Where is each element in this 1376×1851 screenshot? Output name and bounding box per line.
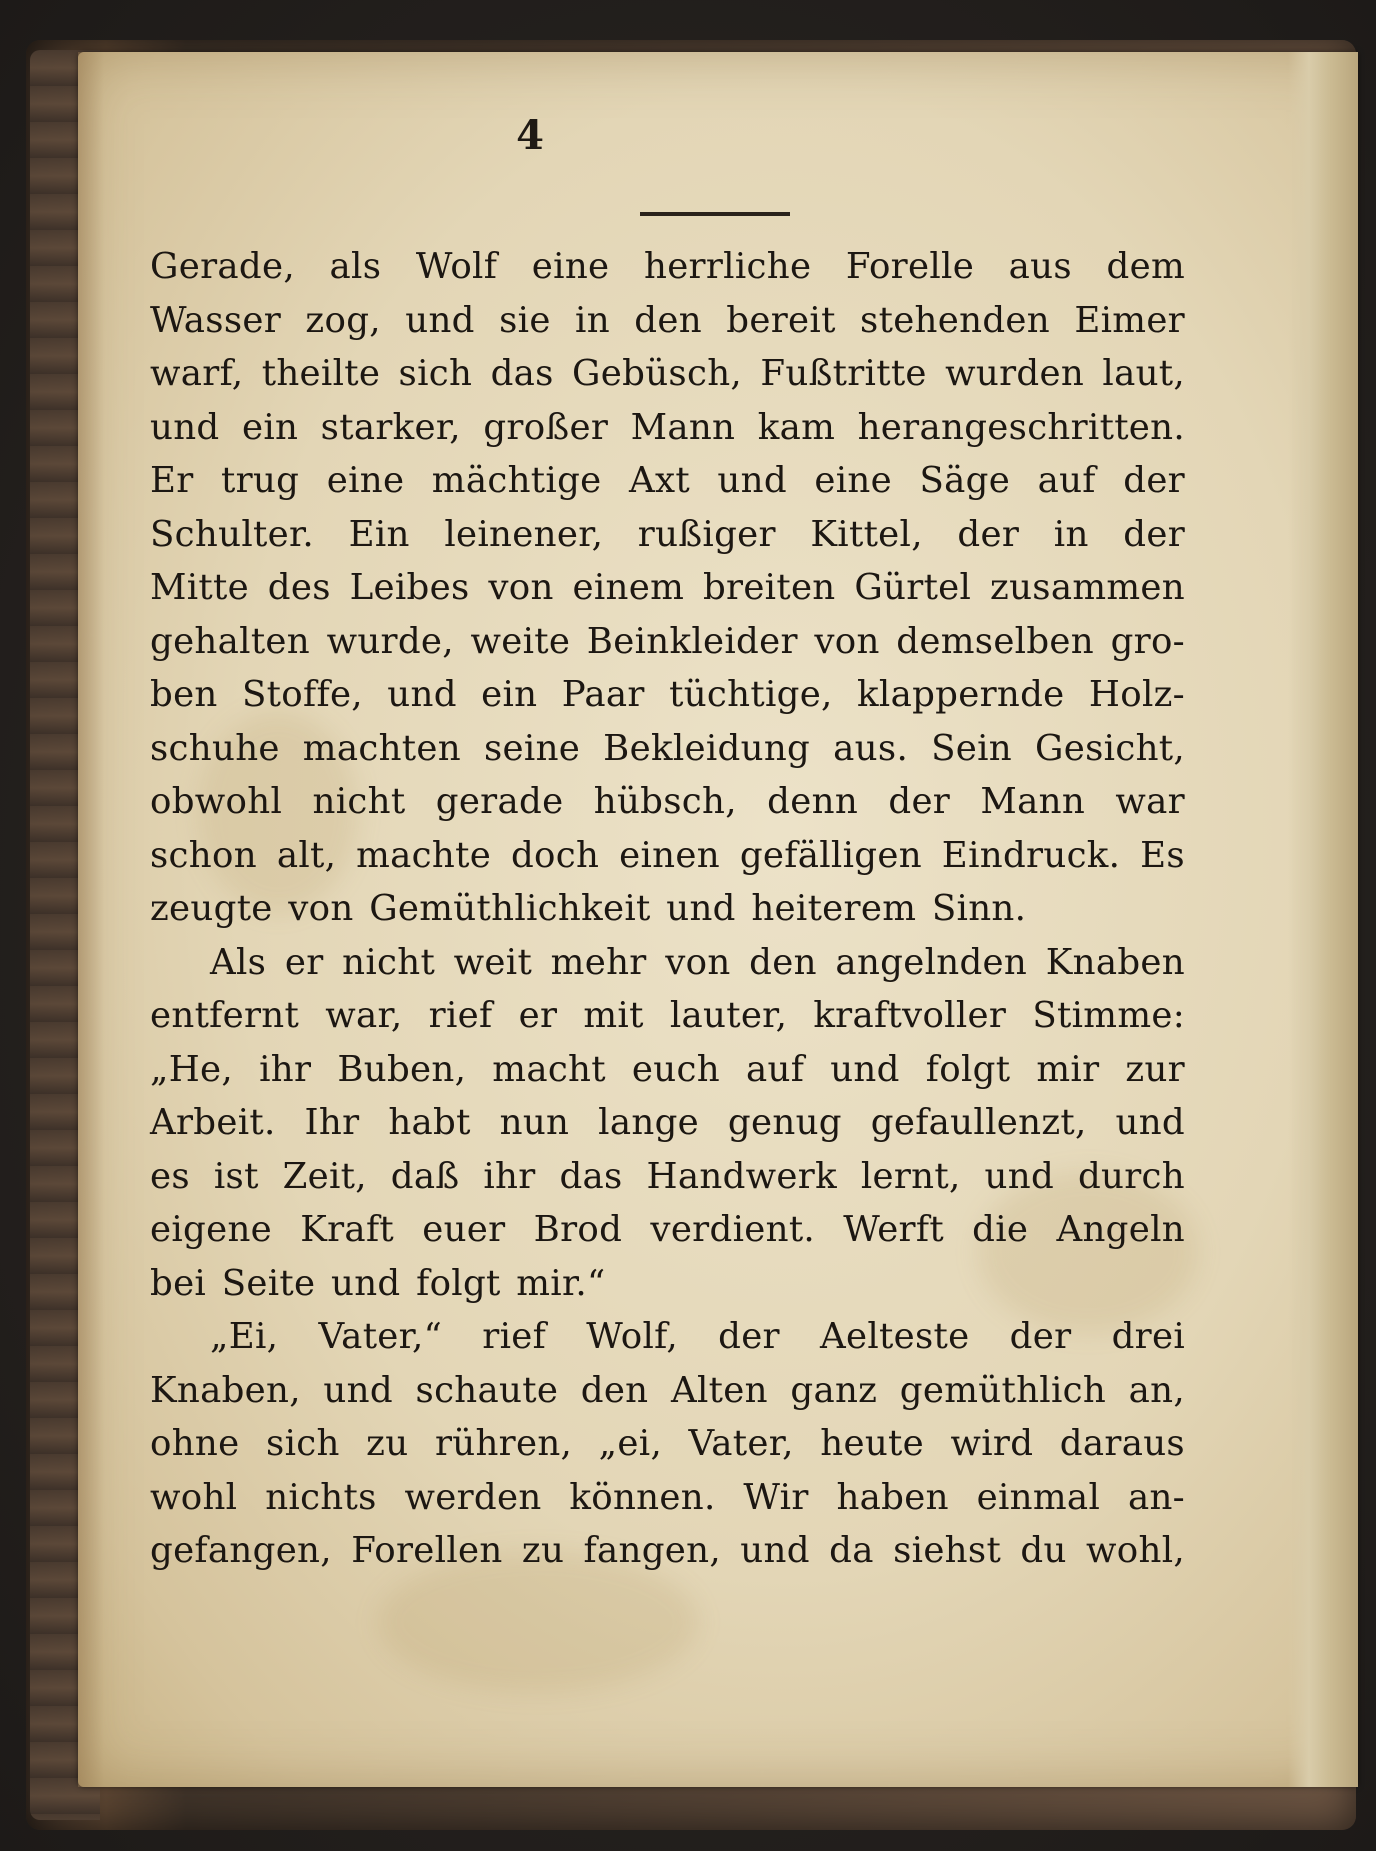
text-line: Knaben, und schaute den Alten ganz gemüthlich an, (150, 1369, 1185, 1411)
text-line: bei Seite und folgt mir.“ (150, 1262, 606, 1304)
text-line: Schulter. Ein leinener, rußiger Kittel, der in der (150, 513, 1185, 555)
text-line: „He, ihr Buben, macht euch auf und folgt mir zur (150, 1048, 1185, 1090)
text-line: ohne sich zu rühren, „ei, Vater, heute wird daraus (150, 1423, 1185, 1464)
text-line: obwohl nicht gerade hübsch, denn der Mann war (150, 781, 1185, 822)
body-text (150, 240, 1185, 1578)
text-line: zeugte von Gemüthlichkeit und heiterem Sinn. (150, 888, 1027, 929)
text-line: und ein starker, großer Mann kam herangeschritten. (150, 406, 1185, 448)
page-gutter (1288, 52, 1358, 1787)
text-line: Als er nicht weit mehr von den angelnden Knaben (210, 941, 1185, 983)
text-line: Wasser zog, und sie in den bereit stehenden Eimer (150, 299, 1185, 341)
text-line: wohl nichts werden können. Wir haben einmal an- (150, 1476, 1185, 1518)
text-line: schuhe machten seine Bekleidung aus. Sein Gesicht, (150, 727, 1185, 769)
text-line: Arbeit. Ihr habt nun lange genug gefaullenzt, und (150, 1102, 1185, 1143)
text-line: entfernt war, rief er mit lauter, kraftvoller Stimme: (150, 995, 1185, 1036)
text-line: Gerade, als Wolf eine herrliche Forelle aus dem (150, 246, 1185, 287)
text-line: „Ei, Vater,“ rief Wolf, der Aelteste der drei (210, 1316, 1185, 1357)
text-line: warf, theilte sich das Gebüsch, Fußtritte wurden laut, (150, 353, 1185, 394)
text-line: gefangen, Forellen zu fangen, und da siehst du wohl, (150, 1530, 1185, 1571)
text-line: schon alt, machte doch einen gefälligen Eindruck. Es (150, 834, 1185, 876)
text-line: Mitte des Leibes von einem breiten Gürtel zusammen (150, 567, 1185, 608)
page-number-rule (640, 212, 790, 216)
text-line: gehalten wurde, weite Beinkleider von demselben gro- (150, 620, 1185, 662)
text-line: ben Stoffe, und ein Paar tüchtige, klappernde Holz- (150, 674, 1185, 715)
text-line: eigene Kraft euer Brod verdient. Werft die Angeln (150, 1209, 1185, 1250)
text-line: Er trug eine mächtige Axt und eine Säge auf der (150, 460, 1185, 501)
text-line: es ist Zeit, daß ihr das Handwerk lernt, und durch (150, 1155, 1185, 1197)
page-number: 4 (516, 112, 544, 159)
